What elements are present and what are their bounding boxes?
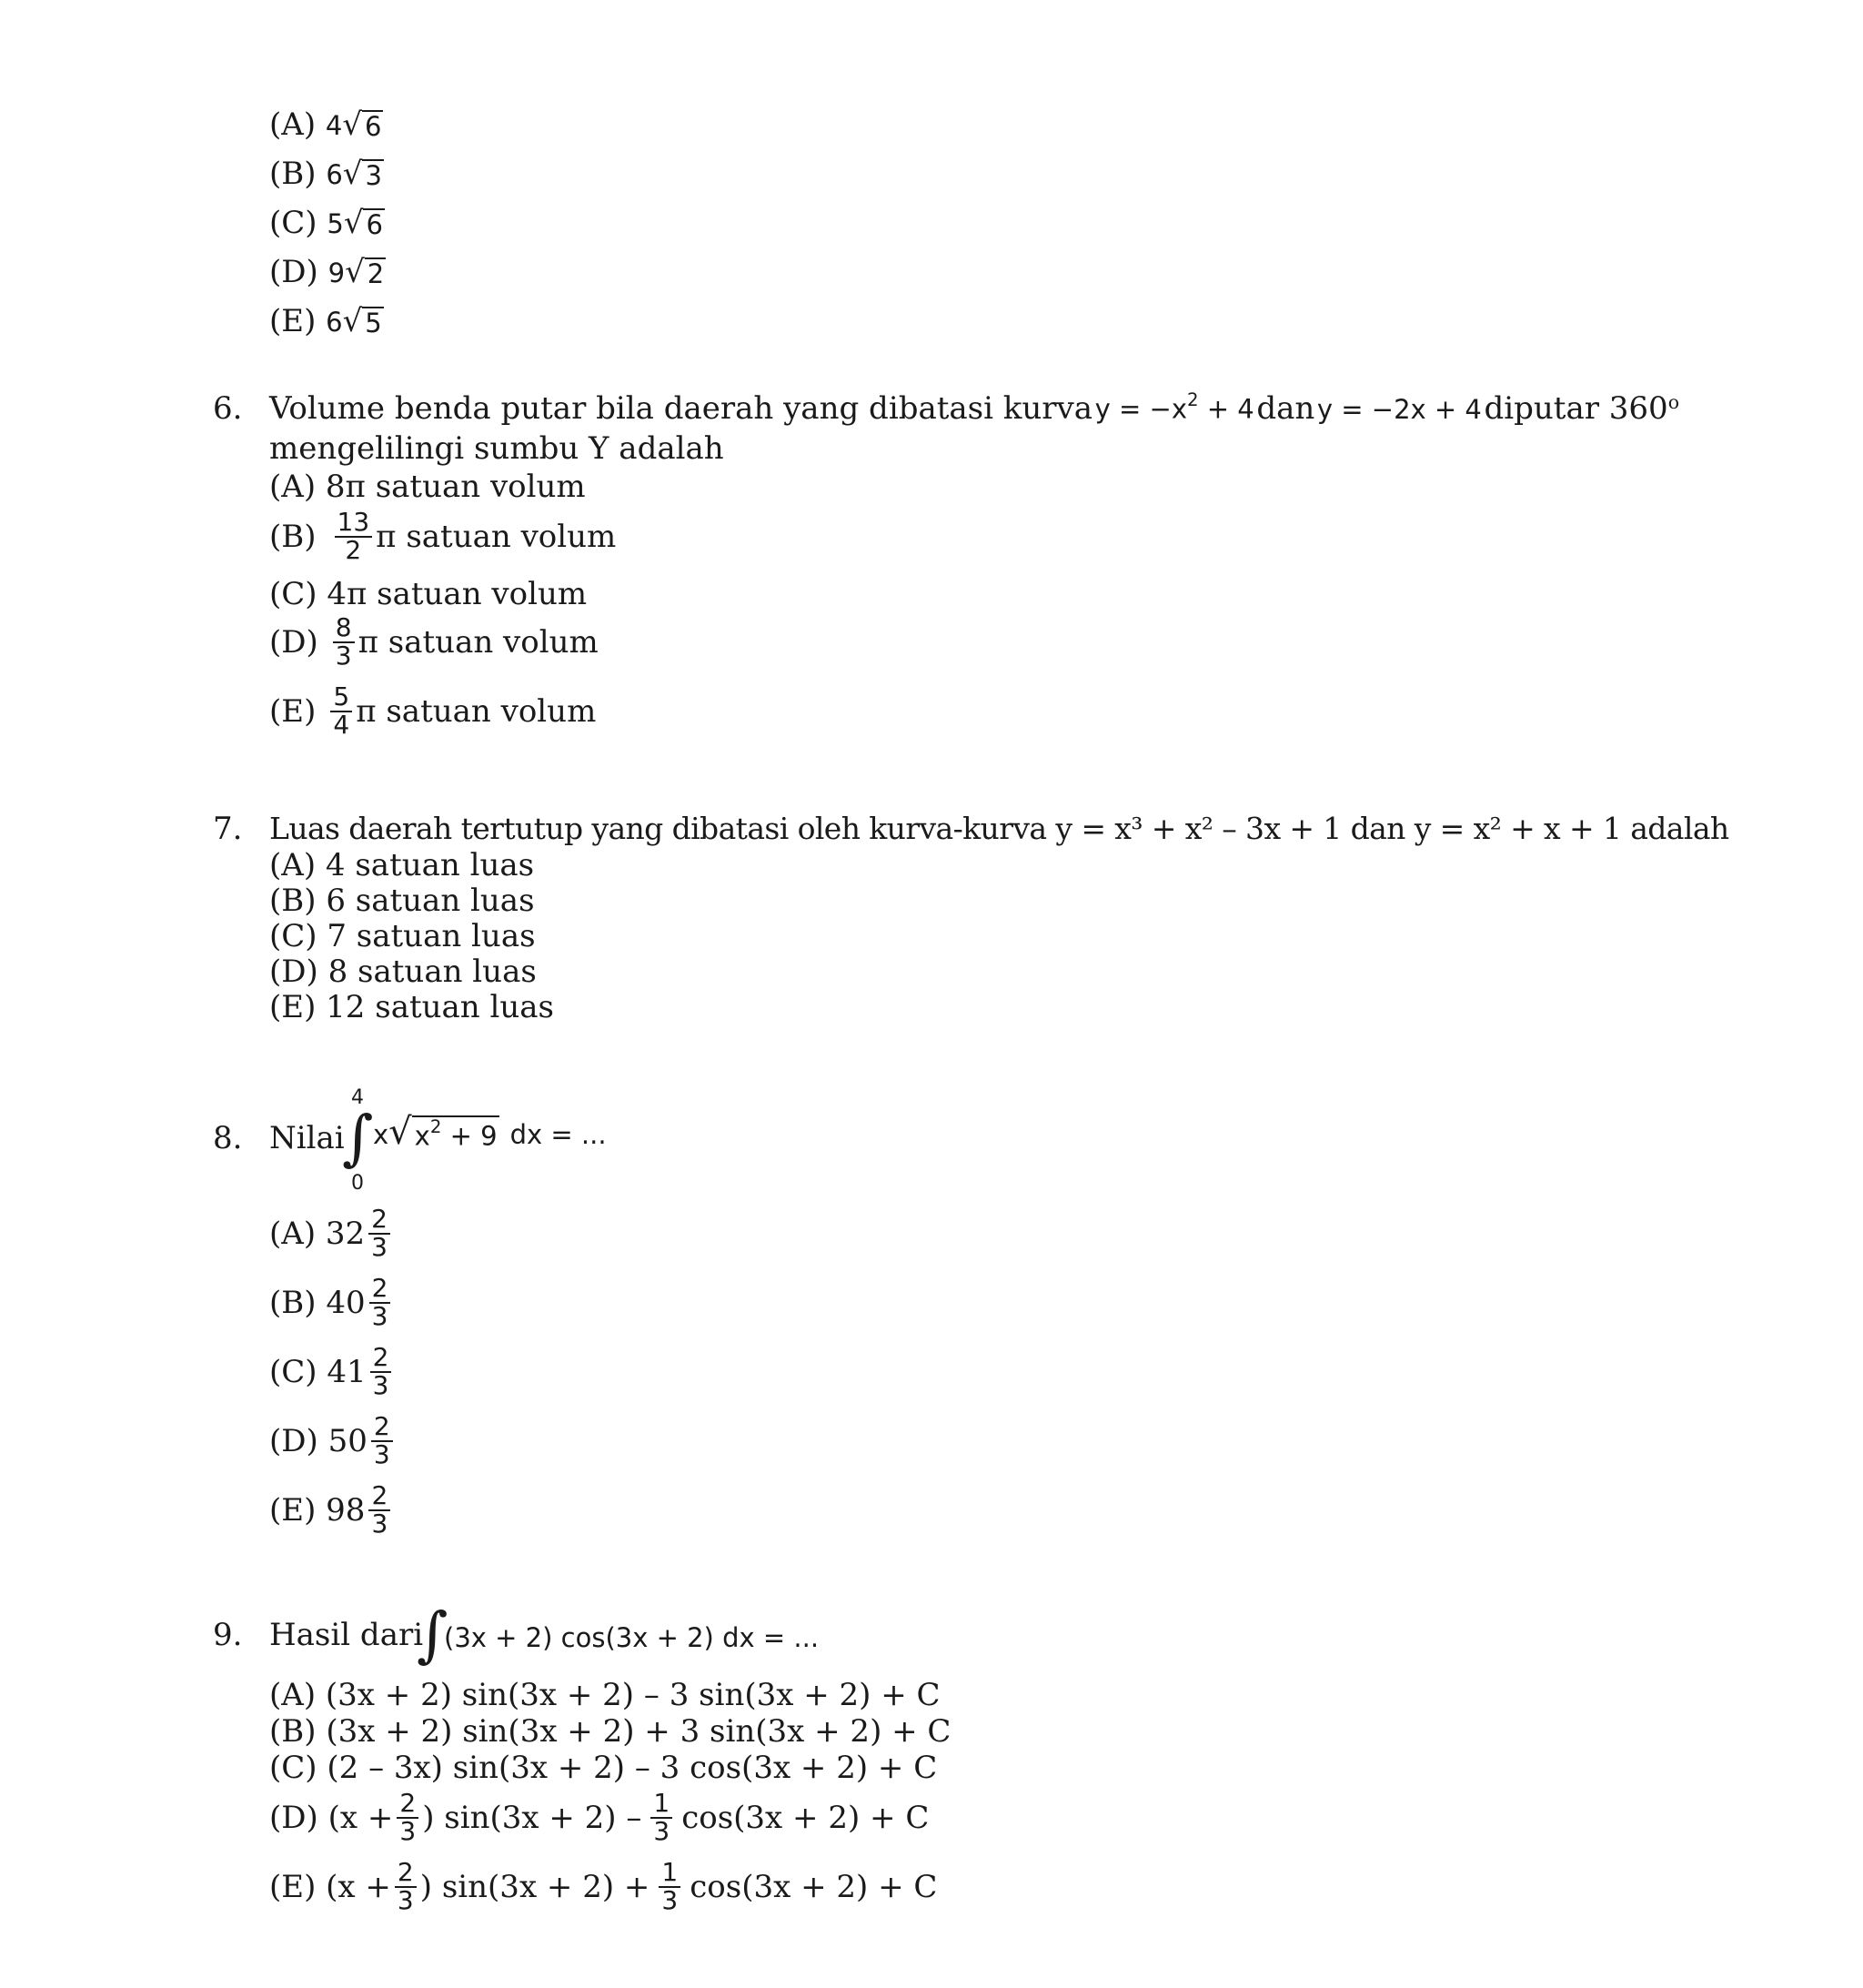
curve-1: $y = -x^2 + 4$: [1094, 389, 1254, 425]
option-label: (C): [269, 576, 317, 612]
option-text: ) sin(3x + 2) +: [419, 1868, 650, 1905]
option-label: (A): [269, 1215, 317, 1252]
question-number: 9.: [213, 1617, 243, 1653]
option-whole: 32: [325, 1215, 366, 1252]
option-value: 4π: [327, 576, 368, 612]
option-value: (2 – 3x) sin(3x + 2) – 3 cos(3x + 2) + C: [327, 1750, 938, 1786]
q5-option-e: [269, 303, 384, 339]
option-text: (x +: [326, 1868, 391, 1905]
q5-option-a: [269, 106, 383, 143]
q6-option-c: [269, 576, 588, 612]
q8-option-d: [269, 1411, 397, 1469]
q6-option-a: [269, 469, 586, 505]
fraction: $\frac{2}{3}$: [397, 1791, 418, 1844]
fraction: $\frac{2}{3}$: [371, 1414, 393, 1468]
q8-option-a: [269, 1206, 394, 1260]
option-label: (B): [269, 518, 317, 555]
q9-option-d: [269, 1788, 930, 1846]
q7-option-e: [269, 989, 554, 1025]
integrand: x √ $x^2 + 9$ dx = ...: [373, 1111, 607, 1153]
pi-symbol: π: [357, 623, 378, 661]
fraction: $\frac{5}{4}$: [330, 684, 352, 738]
option-coef: 4: [325, 110, 343, 141]
q7-option-b: [269, 883, 535, 919]
q5-option-b: [269, 156, 384, 192]
sqrt: √ $x^2 + 9$: [388, 1111, 498, 1153]
q8-option-c: [269, 1342, 395, 1400]
fraction: $\frac{13}{2}$: [335, 510, 373, 563]
radicand: 3: [362, 159, 383, 189]
option-label: (C): [269, 1353, 317, 1390]
option-label: (B): [269, 156, 317, 192]
option-unit: satuan volum: [388, 623, 599, 661]
curve-2: y = −2x + 4: [1316, 394, 1482, 425]
sqrt: √ 2: [345, 254, 385, 290]
option-text: cos(3x + 2) + C: [690, 1868, 938, 1905]
q7-option-c: [269, 918, 536, 954]
fraction: $\frac{8}{3}$: [333, 615, 355, 669]
option-unit: satuan volum: [375, 469, 586, 505]
option-coef: 5: [327, 208, 344, 239]
radicand: 5: [362, 307, 383, 337]
sqrt: √ 3: [342, 156, 382, 192]
option-label: (B): [269, 1284, 317, 1321]
radicand: 6: [363, 208, 384, 238]
q9-option-e: [269, 1857, 938, 1915]
fraction: $\frac{2}{3}$: [368, 1483, 390, 1537]
question-text: Luas daerah tertutup yang dibatasi oleh kurva-kurva y = x³ + x² – 3x + 1 dan y = x² + x + 1 adalah: [269, 811, 1729, 846]
option-text: ) sin(3x + 2) –: [422, 1799, 642, 1836]
question-text-line1: [269, 389, 1679, 427]
option-label: (A): [269, 847, 317, 883]
sqrt: √ 6: [343, 205, 383, 241]
option-value: 4 satuan luas: [325, 847, 535, 883]
fraction: $\frac{2}{3}$: [370, 1345, 392, 1398]
option-value: 6 satuan luas: [326, 883, 535, 919]
option-label: (A): [269, 1677, 317, 1713]
sqrt: √ 6: [342, 106, 382, 143]
option-label: (E): [269, 1491, 317, 1529]
option-label: (D): [269, 1422, 318, 1459]
option-value: 7 satuan luas: [327, 918, 536, 954]
fraction: $\frac{2}{3}$: [368, 1206, 390, 1260]
q5-option-d: [269, 254, 386, 290]
pi-symbol: π: [356, 692, 377, 730]
q8-option-b: [269, 1273, 394, 1331]
question-prefix: Nilai: [269, 1120, 345, 1156]
q9-option-c: [269, 1750, 938, 1786]
integrand: (3x + 2) cos(3x + 2) dx = ...: [444, 1622, 820, 1653]
option-unit: satuan volum: [377, 576, 588, 612]
question-prefix: Hasil dari: [269, 1617, 424, 1653]
option-coef: 6: [326, 159, 343, 190]
question-number: 7.: [213, 811, 243, 847]
q6-option-e: [269, 681, 597, 740]
fraction: $\frac{2}{3}$: [369, 1276, 391, 1329]
integral-icon: ∫: [417, 1599, 448, 1670]
fraction: $\frac{2}{3}$: [395, 1860, 417, 1913]
option-whole: 41: [327, 1353, 367, 1390]
option-label: (C): [269, 205, 317, 241]
option-coef: 6: [326, 307, 343, 338]
question-text-line2: mengelilingi sumbu Y adalah: [269, 430, 724, 467]
pi-symbol: π: [376, 518, 397, 555]
option-label: (C): [269, 918, 317, 954]
option-label: (E): [269, 692, 317, 730]
option-label: (E): [269, 303, 317, 339]
integral-icon: ∫: [342, 1103, 374, 1173]
option-label: (D): [269, 254, 318, 290]
option-value: 12 satuan luas: [326, 989, 554, 1025]
radicand: 2: [365, 257, 386, 288]
q6-option-b: [269, 507, 617, 565]
option-label: (B): [269, 883, 317, 919]
option-value: (3x + 2) sin(3x + 2) – 3 sin(3x + 2) + C: [325, 1677, 941, 1713]
option-value: 8 satuan luas: [327, 954, 537, 990]
option-label: (D): [269, 954, 318, 990]
option-label: (D): [269, 1799, 318, 1836]
question-number: 6.: [213, 390, 243, 427]
option-label: (E): [269, 989, 317, 1025]
option-whole: 40: [326, 1284, 366, 1321]
lower-limit: 0: [351, 1172, 364, 1195]
option-label: (E): [269, 1868, 317, 1905]
option-text: cos(3x + 2) + C: [681, 1799, 930, 1836]
conjunction: dan: [1256, 390, 1315, 427]
fraction: $\frac{1}{3}$: [650, 1791, 672, 1844]
option-whole: 98: [326, 1491, 366, 1529]
option-unit: satuan volum: [386, 692, 597, 730]
option-value: 8π: [325, 469, 366, 505]
option-text: (x +: [327, 1799, 394, 1836]
radicand: 6: [362, 110, 383, 140]
q7-option-a: [269, 847, 535, 883]
option-coef: 9: [327, 257, 346, 288]
fraction: $\frac{1}{3}$: [659, 1860, 680, 1913]
option-value: (3x + 2) sin(3x + 2) + 3 sin(3x + 2) + C: [326, 1713, 952, 1750]
option-unit: satuan volum: [406, 518, 617, 555]
option-label: (A): [269, 106, 317, 143]
upper-limit: 4: [351, 1086, 364, 1109]
q9-option-a: [269, 1677, 941, 1713]
q5-option-c: [269, 205, 385, 241]
integral-suffix: dx = ...: [509, 1119, 607, 1150]
question-number: 8.: [213, 1120, 243, 1156]
rotation-text: diputar 360$^o$: [1484, 390, 1679, 427]
q6-option-d: [269, 612, 599, 671]
option-whole: 50: [327, 1422, 368, 1459]
q7-option-d: [269, 954, 537, 990]
option-label: (C): [269, 1750, 317, 1786]
option-label: (B): [269, 1713, 317, 1750]
question-text: Volume benda putar bila daerah yang dibatasi kurva: [269, 390, 1093, 427]
q8-option-e: [269, 1480, 394, 1539]
option-label: (A): [269, 469, 317, 505]
sqrt: √ 5: [342, 303, 382, 339]
option-label: (D): [269, 623, 318, 661]
q9-option-b: [269, 1713, 952, 1750]
